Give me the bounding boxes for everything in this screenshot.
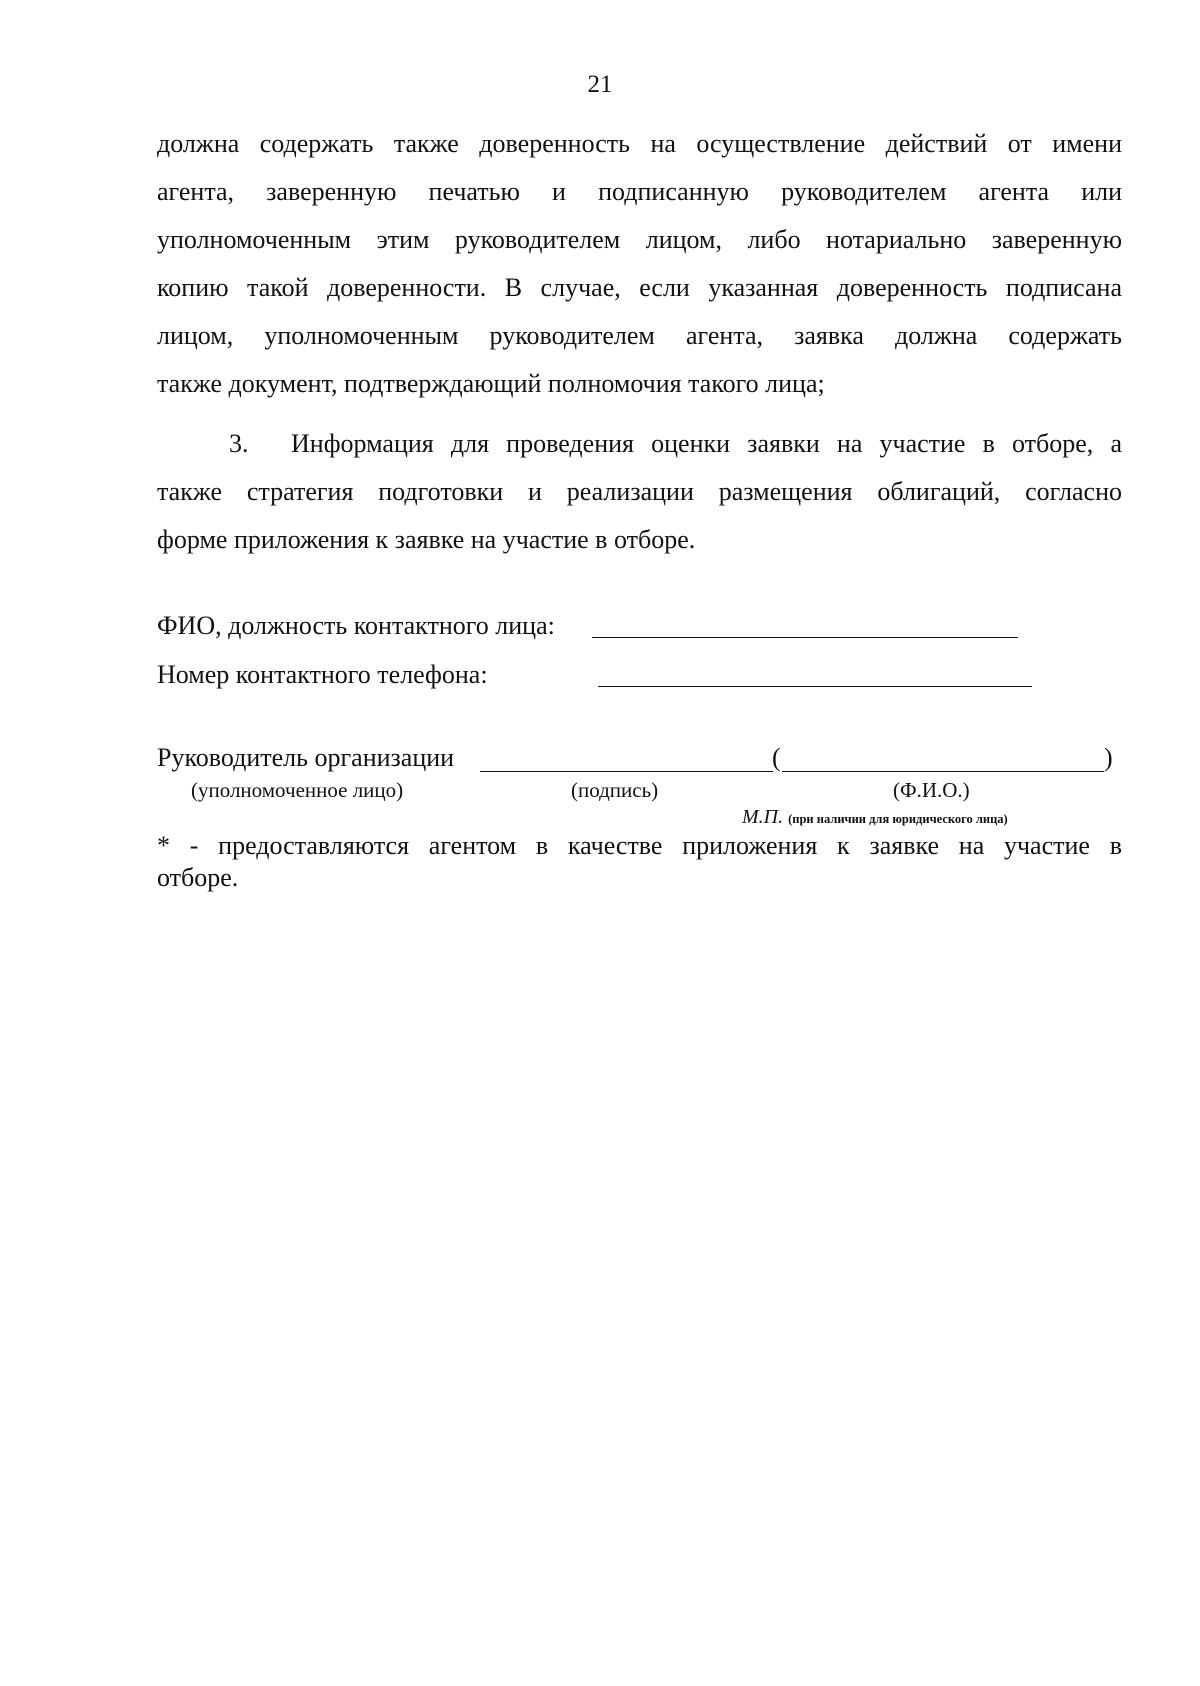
stamp-label: М.П. bbox=[742, 806, 784, 828]
paragraph-line: лицом, уполномоченным руководителем агента, заявка должна содержать bbox=[157, 321, 1122, 350]
stamp-place bbox=[742, 805, 1008, 831]
stamp-note: (при наличии для юридического лица) bbox=[788, 812, 1008, 826]
paragraph-line: агента, заверенную печатью и подписанную руководителем агента или bbox=[157, 177, 1122, 206]
fio-line[interactable] bbox=[782, 771, 1104, 772]
paragraph-line: также стратегия подготовки и реализации размещения облигаций, согласно bbox=[157, 477, 1122, 506]
head-label: Руководитель организации bbox=[157, 743, 455, 772]
item-3 bbox=[157, 427, 1122, 571]
open-paren: ( bbox=[772, 743, 781, 772]
item-3-first-text: Информация для проведения оценки заявки на участие в отборе, а bbox=[291, 429, 1122, 458]
close-paren: ) bbox=[1104, 743, 1113, 772]
paragraph-line: должна содержать также доверенность на осуществление действий от имени bbox=[157, 129, 1122, 158]
footnote-line: отборе. bbox=[157, 863, 239, 892]
footnote bbox=[157, 830, 1122, 894]
paragraph-line: копию такой доверенности. В случае, если указанная доверенность подписана bbox=[157, 273, 1122, 302]
item-3-first-line bbox=[157, 427, 1122, 475]
caption-authorized: (уполномоченное лицо) bbox=[191, 778, 404, 802]
paragraph-line: форме приложения к заявке на участие в отборе. bbox=[157, 525, 696, 554]
signature-line[interactable] bbox=[480, 771, 773, 772]
page-number: 21 bbox=[587, 71, 613, 98]
contact-name-label: ФИО, должность контактного лица: bbox=[157, 611, 555, 640]
item-3-number: 3. bbox=[229, 429, 249, 458]
footnote-line: * - предоставляются агентом в качестве приложения к заявке на участие в bbox=[157, 831, 1122, 860]
caption-fio: (Ф.И.О.) bbox=[893, 778, 970, 802]
contact-phone-line[interactable] bbox=[598, 686, 1032, 687]
paragraph-line: также документ, подтверждающий полномочия такого лица; bbox=[157, 369, 825, 398]
paragraph-line: уполномоченным этим руководителем лицом, либо нотариально заверенную bbox=[157, 225, 1122, 254]
caption-signature: (подпись) bbox=[571, 778, 659, 802]
paragraph-1 bbox=[157, 127, 1122, 415]
contact-name-line[interactable] bbox=[592, 637, 1018, 638]
contact-phone-label: Номер контактного телефона: bbox=[157, 660, 488, 689]
